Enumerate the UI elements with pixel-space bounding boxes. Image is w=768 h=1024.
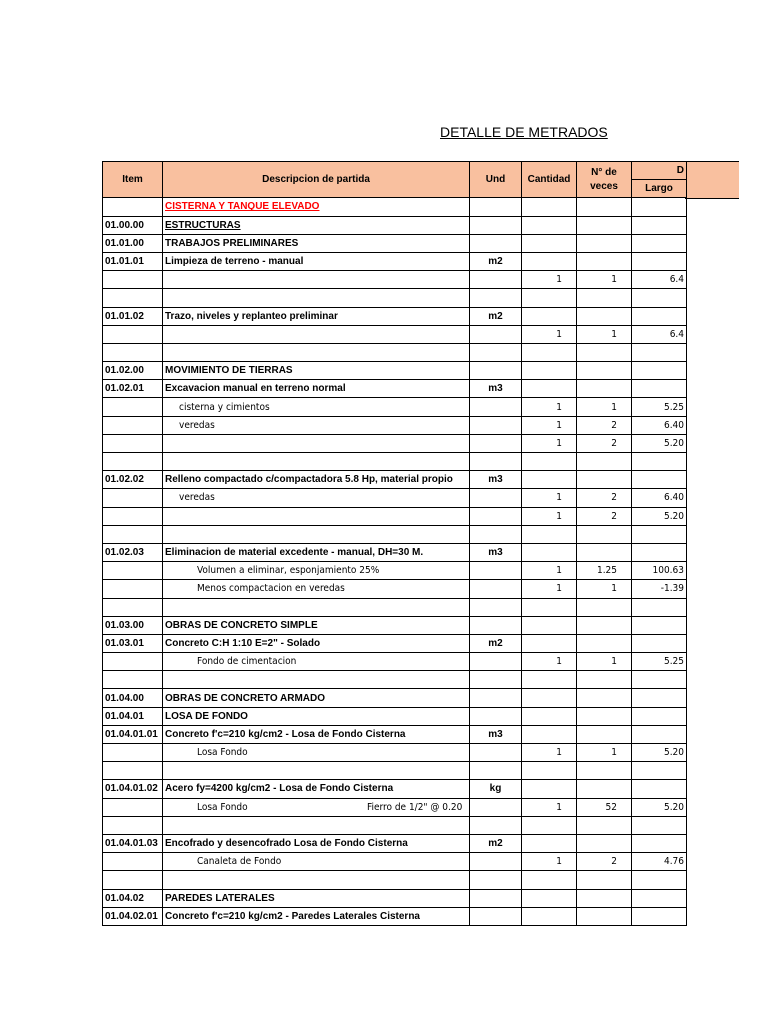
table-row: [103, 634, 687, 652]
cell-largo[interactable]: 6.4: [632, 325, 687, 343]
table-row: [103, 834, 687, 852]
cell-descripcion[interactable]: veredas: [163, 416, 470, 434]
cell-descripcion[interactable]: [163, 816, 470, 834]
cell-cantidad[interactable]: [522, 362, 577, 380]
cell-largo[interactable]: 5.20: [632, 798, 687, 816]
metrados-table: [102, 161, 687, 926]
cell-item[interactable]: [103, 853, 163, 871]
table-row: [103, 489, 687, 507]
table-row: [103, 598, 687, 616]
cell-veces[interactable]: [577, 707, 632, 725]
cell-descripcion[interactable]: [163, 289, 470, 307]
cell-item[interactable]: [103, 325, 163, 343]
table-row: [103, 725, 687, 743]
cell-cantidad[interactable]: 1: [522, 489, 577, 507]
cell-item[interactable]: 01.02.01: [103, 380, 163, 398]
cell-item[interactable]: 01.04.01.02: [103, 780, 163, 798]
table-row: [103, 816, 687, 834]
table-body: [103, 198, 687, 926]
cell-veces[interactable]: [577, 525, 632, 543]
cell-item[interactable]: [103, 871, 163, 889]
table-row: [103, 744, 687, 762]
cell-descripcion[interactable]: [163, 598, 470, 616]
cell-largo[interactable]: [632, 598, 687, 616]
cell-veces[interactable]: 1: [577, 325, 632, 343]
cell-cantidad[interactable]: [522, 889, 577, 907]
cell-descripcion[interactable]: PAREDES LATERALES: [163, 889, 470, 907]
cell-largo[interactable]: 6.40: [632, 416, 687, 434]
cell-und[interactable]: [470, 816, 522, 834]
cell-descripcion[interactable]: Concreto f'c=210 kg/cm2 - Paredes Laterales Cisterna: [163, 907, 470, 925]
cell-item[interactable]: 01.04.01.03: [103, 834, 163, 852]
cell-largo[interactable]: 5.20: [632, 434, 687, 452]
cell-item[interactable]: 01.02.00: [103, 362, 163, 380]
cell-cantidad[interactable]: 1: [522, 271, 577, 289]
cell-descripcion[interactable]: MOVIMIENTO DE TIERRAS: [163, 362, 470, 380]
table-row: [103, 252, 687, 270]
desc-text: Losa Fondo: [197, 801, 248, 813]
cell-descripcion[interactable]: Menos compactacion en veredas: [163, 580, 470, 598]
cell-largo[interactable]: [632, 453, 687, 471]
cell-descripcion[interactable]: [163, 762, 470, 780]
table-row: [103, 798, 687, 816]
cell-und[interactable]: [470, 289, 522, 307]
cell-largo[interactable]: [632, 725, 687, 743]
cell-veces[interactable]: 2: [577, 507, 632, 525]
cell-largo[interactable]: [632, 889, 687, 907]
table-row: [103, 762, 687, 780]
cell-descripcion[interactable]: OBRAS DE CONCRETO ARMADO: [163, 689, 470, 707]
cell-largo[interactable]: [632, 616, 687, 634]
cell-veces[interactable]: [577, 616, 632, 634]
cell-largo[interactable]: 100.63: [632, 562, 687, 580]
cell-item[interactable]: 01.01.00: [103, 234, 163, 252]
cell-cantidad[interactable]: [522, 634, 577, 652]
cell-item[interactable]: [103, 289, 163, 307]
cell-largo[interactable]: [632, 689, 687, 707]
cell-item[interactable]: [103, 744, 163, 762]
cell-veces[interactable]: 2: [577, 853, 632, 871]
cell-und[interactable]: [470, 325, 522, 343]
cell-largo[interactable]: [632, 816, 687, 834]
cell-largo[interactable]: -1.39: [632, 580, 687, 598]
col-header-und: Und: [470, 162, 522, 198]
cell-veces[interactable]: [577, 289, 632, 307]
cell-largo[interactable]: [632, 362, 687, 380]
table-row: [103, 543, 687, 561]
cell-cantidad[interactable]: [522, 598, 577, 616]
table-row: [103, 653, 687, 671]
cell-veces[interactable]: 2: [577, 434, 632, 452]
cell-largo[interactable]: 4.76: [632, 853, 687, 871]
cell-descripcion[interactable]: Encofrado y desencofrado Losa de Fondo Cisterna: [163, 834, 470, 852]
table-row: [103, 198, 687, 216]
cell-veces[interactable]: 52: [577, 798, 632, 816]
cell-descripcion[interactable]: Fondo de cimentacion: [163, 653, 470, 671]
cell-item[interactable]: [103, 198, 163, 216]
cell-largo[interactable]: [632, 834, 687, 852]
cell-item[interactable]: [103, 398, 163, 416]
cell-item[interactable]: [103, 525, 163, 543]
cell-und[interactable]: [470, 707, 522, 725]
cell-descripcion[interactable]: Volumen a eliminar, esponjamiento 25%: [163, 562, 470, 580]
cell-cantidad[interactable]: [522, 543, 577, 561]
cell-item[interactable]: [103, 816, 163, 834]
cell-cantidad[interactable]: 1: [522, 507, 577, 525]
col-header-dimensiones: D: [632, 162, 687, 180]
cell-und[interactable]: [470, 616, 522, 634]
cell-veces[interactable]: [577, 780, 632, 798]
cell-veces[interactable]: [577, 725, 632, 743]
table-row: [103, 707, 687, 725]
cell-item[interactable]: 01.00.00: [103, 216, 163, 234]
table-row: [103, 271, 687, 289]
cell-descripcion[interactable]: [163, 453, 470, 471]
cell-veces[interactable]: [577, 453, 632, 471]
cell-cantidad[interactable]: [522, 834, 577, 852]
table-row: [103, 234, 687, 252]
cell-cantidad[interactable]: [522, 343, 577, 361]
table-row: [103, 380, 687, 398]
cell-veces[interactable]: 1: [577, 744, 632, 762]
cell-veces[interactable]: [577, 889, 632, 907]
cell-cantidad[interactable]: [522, 816, 577, 834]
cell-und[interactable]: [470, 416, 522, 434]
cell-und[interactable]: [470, 216, 522, 234]
table-row: [103, 562, 687, 580]
cell-und[interactable]: [470, 762, 522, 780]
cell-und[interactable]: [470, 234, 522, 252]
cell-item[interactable]: [103, 798, 163, 816]
cell-largo[interactable]: [632, 525, 687, 543]
table-row: [103, 853, 687, 871]
cell-veces[interactable]: 1: [577, 653, 632, 671]
cell-item[interactable]: [103, 653, 163, 671]
cell-largo[interactable]: [632, 252, 687, 270]
cell-cantidad[interactable]: [522, 871, 577, 889]
cell-descripcion[interactable]: [163, 871, 470, 889]
cell-largo[interactable]: [632, 907, 687, 925]
cell-und[interactable]: [470, 689, 522, 707]
table-row: [103, 507, 687, 525]
cell-item[interactable]: [103, 507, 163, 525]
cell-und[interactable]: m2: [470, 634, 522, 652]
cell-veces[interactable]: [577, 471, 632, 489]
cell-und[interactable]: [470, 343, 522, 361]
cell-item[interactable]: 01.04.01: [103, 707, 163, 725]
cell-largo[interactable]: [632, 471, 687, 489]
cell-item[interactable]: 01.04.00: [103, 689, 163, 707]
cell-descripcion[interactable]: Concreto f'c=210 kg/cm2 - Losa de Fondo Cisterna: [163, 725, 470, 743]
cell-cantidad[interactable]: 1: [522, 580, 577, 598]
cell-descripcion[interactable]: [163, 525, 470, 543]
cell-und[interactable]: [470, 853, 522, 871]
cell-descripcion[interactable]: Excavacion manual en terreno normal: [163, 380, 470, 398]
cell-cantidad[interactable]: [522, 689, 577, 707]
cell-item[interactable]: 01.04.01.01: [103, 725, 163, 743]
table-row: [103, 216, 687, 234]
cell-largo[interactable]: [632, 707, 687, 725]
cell-item[interactable]: 01.04.02: [103, 889, 163, 907]
cell-largo[interactable]: [632, 543, 687, 561]
cell-item[interactable]: 01.04.02.01: [103, 907, 163, 925]
cell-largo[interactable]: [632, 871, 687, 889]
table-row: [103, 289, 687, 307]
cell-cantidad[interactable]: [522, 252, 577, 270]
cell-cantidad[interactable]: [522, 380, 577, 398]
table-row: [103, 889, 687, 907]
cell-item[interactable]: [103, 489, 163, 507]
cell-item[interactable]: 01.03.01: [103, 634, 163, 652]
cell-descripcion[interactable]: Acero fy=4200 kg/cm2 - Losa de Fondo Cisterna: [163, 780, 470, 798]
table-row: [103, 580, 687, 598]
cell-und[interactable]: [470, 398, 522, 416]
cell-cantidad[interactable]: 1: [522, 325, 577, 343]
cell-item[interactable]: [103, 434, 163, 452]
cell-largo[interactable]: 5.20: [632, 507, 687, 525]
cell-und[interactable]: [470, 598, 522, 616]
cell-und[interactable]: [470, 871, 522, 889]
cell-descripcion[interactable]: Eliminacion de material excedente - manual, DH=30 M.: [163, 543, 470, 561]
cell-descripcion[interactable]: LOSA DE FONDO: [163, 707, 470, 725]
cell-largo[interactable]: [632, 216, 687, 234]
col-header-nveces: N° de veces: [577, 162, 632, 198]
cell-cantidad[interactable]: 1: [522, 744, 577, 762]
cell-veces[interactable]: 1: [577, 271, 632, 289]
cell-und[interactable]: [470, 671, 522, 689]
cell-cantidad[interactable]: [522, 216, 577, 234]
cell-item[interactable]: [103, 416, 163, 434]
cell-descripcion[interactable]: Trazo, niveles y replanteo preliminar: [163, 307, 470, 325]
cell-descripcion[interactable]: Losa Fondo: [163, 744, 470, 762]
cell-largo[interactable]: [632, 307, 687, 325]
cell-cantidad[interactable]: [522, 707, 577, 725]
cell-und[interactable]: m3: [470, 725, 522, 743]
cell-descripcion[interactable]: Concreto C:H 1:10 E=2" - Solado: [163, 634, 470, 652]
cell-veces[interactable]: [577, 343, 632, 361]
cell-cantidad[interactable]: [522, 453, 577, 471]
cell-largo[interactable]: 5.25: [632, 398, 687, 416]
cell-cantidad[interactable]: 1: [522, 562, 577, 580]
cell-cantidad[interactable]: [522, 725, 577, 743]
cell-und[interactable]: [470, 198, 522, 216]
cell-cantidad[interactable]: [522, 780, 577, 798]
cell-descripcion[interactable]: [163, 671, 470, 689]
cell-largo[interactable]: 6.40: [632, 489, 687, 507]
cell-und[interactable]: [470, 271, 522, 289]
cell-veces[interactable]: [577, 234, 632, 252]
cell-veces[interactable]: [577, 543, 632, 561]
col-header-item: Item: [103, 162, 163, 198]
cell-und[interactable]: [470, 453, 522, 471]
cell-und[interactable]: [470, 507, 522, 525]
cell-cantidad[interactable]: [522, 762, 577, 780]
cell-veces[interactable]: [577, 598, 632, 616]
cell-und[interactable]: [470, 798, 522, 816]
table-row: [103, 671, 687, 689]
cell-descripcion[interactable]: cisterna y cimientos: [163, 398, 470, 416]
col-header-cantidad: Cantidad: [522, 162, 577, 198]
cell-descripcion[interactable]: Relleno compactado c/compactadora 5.8 Hp, material propio: [163, 471, 470, 489]
cell-descripcion[interactable]: [163, 325, 470, 343]
cell-und[interactable]: [470, 525, 522, 543]
cell-und[interactable]: kg: [470, 780, 522, 798]
cell-veces[interactable]: [577, 634, 632, 652]
cell-item[interactable]: [103, 762, 163, 780]
cell-descripcion[interactable]: [163, 343, 470, 361]
cell-cantidad[interactable]: 1: [522, 398, 577, 416]
cell-item[interactable]: [103, 343, 163, 361]
cell-und[interactable]: m3: [470, 543, 522, 561]
cell-cantidad[interactable]: [522, 307, 577, 325]
table-row: [103, 616, 687, 634]
cell-veces[interactable]: [577, 362, 632, 380]
cell-und[interactable]: m3: [470, 380, 522, 398]
cell-und[interactable]: m3: [470, 471, 522, 489]
cell-descripcion[interactable]: ESTRUCTURAS: [163, 216, 470, 234]
cell-item[interactable]: [103, 671, 163, 689]
desc-note: Fierro de 1/2" @ 0.20: [367, 801, 463, 813]
table-row: [103, 416, 687, 434]
table-row: [103, 434, 687, 452]
cell-veces[interactable]: 1.25: [577, 562, 632, 580]
cell-veces[interactable]: 1: [577, 398, 632, 416]
table-row: [103, 871, 687, 889]
cell-largo[interactable]: [632, 634, 687, 652]
cell-item[interactable]: 01.03.00: [103, 616, 163, 634]
table-row: [103, 362, 687, 380]
cell-veces[interactable]: 2: [577, 489, 632, 507]
cell-descripcion[interactable]: Canaleta de Fondo: [163, 853, 470, 871]
header-extension: [685, 161, 739, 199]
cell-descripcion[interactable]: TRABAJOS PRELIMINARES: [163, 234, 470, 252]
table-row: [103, 307, 687, 325]
cell-und[interactable]: [470, 434, 522, 452]
cell-und[interactable]: m2: [470, 834, 522, 852]
cell-veces[interactable]: [577, 216, 632, 234]
cell-largo[interactable]: [632, 380, 687, 398]
cell-item[interactable]: [103, 562, 163, 580]
cell-largo[interactable]: 5.20: [632, 744, 687, 762]
cell-veces[interactable]: 1: [577, 580, 632, 598]
cell-veces[interactable]: [577, 689, 632, 707]
table-row: [103, 471, 687, 489]
page-title: DETALLE DE METRADOS: [440, 124, 608, 140]
cell-largo[interactable]: [632, 762, 687, 780]
cell-descripcion[interactable]: [163, 271, 470, 289]
cell-und[interactable]: m2: [470, 307, 522, 325]
cell-descripcion[interactable]: veredas: [163, 489, 470, 507]
cell-und[interactable]: [470, 489, 522, 507]
cell-cantidad[interactable]: [522, 289, 577, 307]
cell-cantidad[interactable]: 1: [522, 434, 577, 452]
cell-largo[interactable]: [632, 671, 687, 689]
cell-item[interactable]: 01.02.03: [103, 543, 163, 561]
table-row: [103, 780, 687, 798]
cell-cantidad[interactable]: [522, 907, 577, 925]
cell-cantidad[interactable]: [522, 525, 577, 543]
cell-cantidad[interactable]: 1: [522, 653, 577, 671]
table-row: [103, 325, 687, 343]
table-row: [103, 689, 687, 707]
col-header-descripcion: Descripcion de partida: [163, 162, 470, 198]
cell-veces[interactable]: [577, 252, 632, 270]
cell-largo[interactable]: [632, 343, 687, 361]
cell-veces[interactable]: [577, 198, 632, 216]
cell-veces[interactable]: [577, 907, 632, 925]
cell-und[interactable]: [470, 653, 522, 671]
cell-veces[interactable]: [577, 307, 632, 325]
cell-largo[interactable]: [632, 198, 687, 216]
cell-largo[interactable]: [632, 780, 687, 798]
cell-veces[interactable]: [577, 834, 632, 852]
cell-cantidad[interactable]: 1: [522, 853, 577, 871]
cell-largo[interactable]: [632, 289, 687, 307]
cell-und[interactable]: [470, 562, 522, 580]
table-row: [103, 343, 687, 361]
cell-item[interactable]: [103, 453, 163, 471]
cell-item[interactable]: 01.02.02: [103, 471, 163, 489]
cell-veces[interactable]: [577, 871, 632, 889]
table-row: [103, 907, 687, 925]
cell-largo[interactable]: 6.4: [632, 271, 687, 289]
cell-cantidad[interactable]: 1: [522, 798, 577, 816]
cell-veces[interactable]: [577, 671, 632, 689]
cell-cantidad[interactable]: [522, 198, 577, 216]
cell-descripcion[interactable]: [163, 507, 470, 525]
table-row: [103, 398, 687, 416]
cell-item[interactable]: [103, 580, 163, 598]
cell-cantidad[interactable]: [522, 616, 577, 634]
cell-descripcion[interactable]: CISTERNA Y TANQUE ELEVADO: [163, 198, 470, 216]
table-row: [103, 453, 687, 471]
cell-descripcion[interactable]: Limpieza de terreno - manual: [163, 252, 470, 270]
cell-item[interactable]: [103, 271, 163, 289]
cell-und[interactable]: [470, 889, 522, 907]
cell-descripcion[interactable]: OBRAS DE CONCRETO SIMPLE: [163, 616, 470, 634]
cell-descripcion[interactable]: [163, 798, 470, 816]
cell-cantidad[interactable]: [522, 234, 577, 252]
cell-veces[interactable]: 2: [577, 416, 632, 434]
cell-item[interactable]: 01.01.01: [103, 252, 163, 270]
col-header-largo: Largo: [632, 180, 687, 198]
cell-cantidad[interactable]: 1: [522, 416, 577, 434]
cell-und[interactable]: [470, 580, 522, 598]
cell-largo[interactable]: [632, 234, 687, 252]
cell-veces[interactable]: [577, 380, 632, 398]
table-row: [103, 525, 687, 543]
cell-veces[interactable]: [577, 816, 632, 834]
cell-cantidad[interactable]: [522, 671, 577, 689]
cell-item[interactable]: [103, 598, 163, 616]
cell-und[interactable]: [470, 744, 522, 762]
cell-veces[interactable]: [577, 762, 632, 780]
cell-largo[interactable]: 5.25: [632, 653, 687, 671]
cell-und[interactable]: m2: [470, 252, 522, 270]
cell-cantidad[interactable]: [522, 471, 577, 489]
cell-und[interactable]: [470, 907, 522, 925]
cell-und[interactable]: [470, 362, 522, 380]
cell-item[interactable]: 01.01.02: [103, 307, 163, 325]
cell-descripcion[interactable]: [163, 434, 470, 452]
